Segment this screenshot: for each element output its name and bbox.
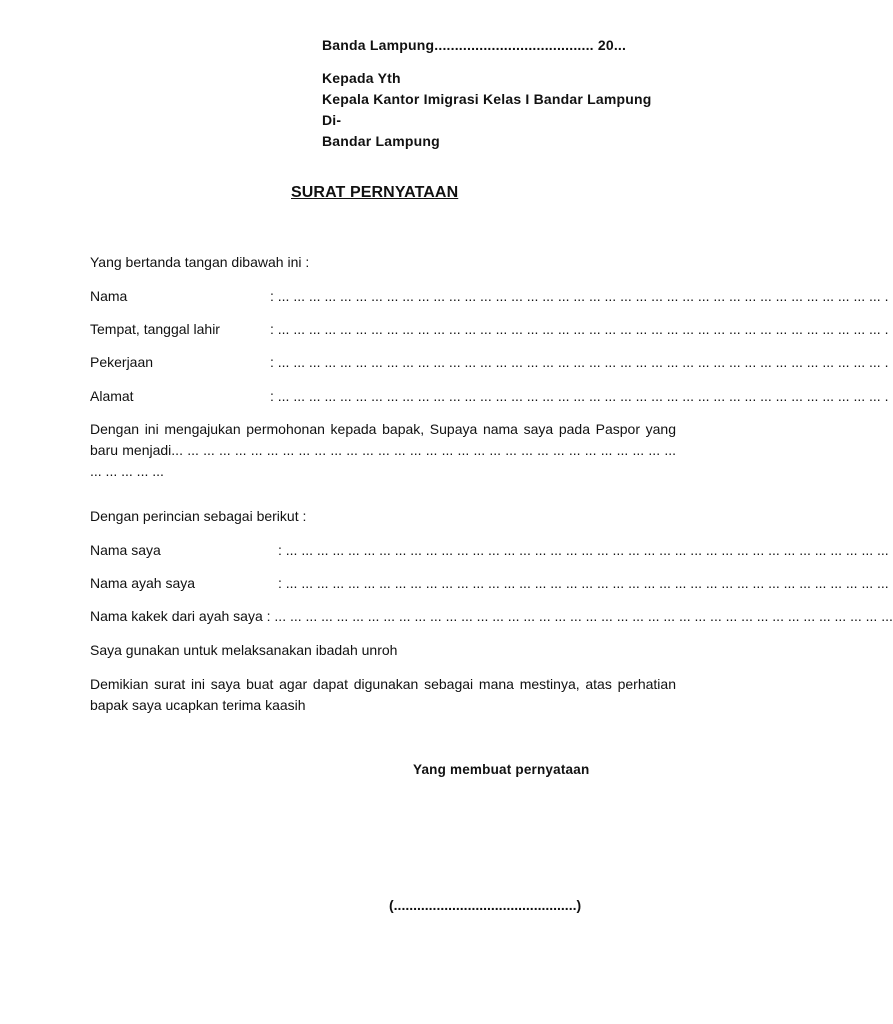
detail-line-nama-kakek: Nama kakek dari ayah saya : ... ... ... ... ... ... ... ... ... ... ... ... ... ... ... ... ... ... ... ... ... ... ... ... ... ... ... ... ... ... ... ... ... ... ... ... ... ... ... ... bbox=[90, 608, 893, 624]
field-value-pekerjaan: : ... ... ... ... ... ... ... ... ... ... ... ... ... ... ... ... ... ... ... ... ... ... ... ... ... ... ... ... ... ... ... ... ... ... ... ... ... ... ... . bbox=[270, 354, 889, 370]
signature-line: (...............................................) bbox=[389, 897, 582, 913]
recipient-title: Kepala Kantor Imigrasi Kelas I Bandar Lampung bbox=[322, 91, 652, 107]
closing-paragraph: Demikian surat ini saya buat agar dapat digunakan sebagai mana mestinya, atas perhatian bapak saya ucapkan terima kaasih bbox=[90, 676, 676, 713]
detail-value-nama-saya: : ... ... ... ... ... ... ... ... ... ... ... ... ... ... ... ... ... ... ... ... ... ... ... ... ... ... ... ... ... ... ... ... ... ... ... ... ... ... ... bbox=[278, 542, 889, 558]
field-label-tempat-tanggal-lahir: Tempat, tanggal lahir bbox=[90, 321, 220, 337]
recipient-city: Bandar Lampung bbox=[322, 133, 440, 149]
purpose-text: Saya gunakan untuk melaksanakan ibadah unroh bbox=[90, 642, 398, 658]
document-title: SURAT PERNYATAAN bbox=[291, 184, 459, 201]
detail-value-nama-ayah: : ... ... ... ... ... ... ... ... ... ... ... ... ... ... ... ... ... ... ... ... ... ... ... ... ... ... ... ... ... ... ... ... ... ... ... ... ... ... ... bbox=[278, 575, 889, 591]
detail-label-nama-saya: Nama saya bbox=[90, 542, 161, 558]
request-paragraph: Dengan ini mengajukan permohonan kepada bapak, Supaya nama saya pada Paspor yang baru menjadi... ... ... ... ... ... ... ... ... ... ... ... ... ... ... ... ... ... ... ... ... ... ... ... ... ... ... ... ... ... ... ... ... ... ... ... ... bbox=[90, 421, 676, 479]
detail-label-nama-ayah: Nama ayah saya bbox=[90, 575, 196, 591]
intro-text: Yang bertanda tangan dibawah ini : bbox=[90, 254, 310, 270]
field-value-tempat-tanggal-lahir: : ... ... ... ... ... ... ... ... ... ... ... ... ... ... ... ... ... ... ... ... ... ... ... ... ... ... ... ... ... ... ... ... ... ... ... ... ... ... ... . bbox=[270, 321, 889, 337]
field-value-alamat: : ... ... ... ... ... ... ... ... ... ... ... ... ... ... ... ... ... ... ... ... ... ... ... ... ... ... ... ... ... ... ... ... ... ... ... ... ... ... ... . bbox=[270, 388, 889, 404]
field-label-alamat: Alamat bbox=[90, 388, 134, 404]
field-label-pekerjaan: Pekerjaan bbox=[90, 354, 154, 370]
field-value-nama: : ... ... ... ... ... ... ... ... ... ... ... ... ... ... ... ... ... ... ... ... ... ... ... ... ... ... ... ... ... ... ... ... ... ... ... ... ... ... ... . bbox=[270, 288, 889, 304]
field-label-nama: Nama bbox=[90, 288, 128, 304]
signature-title: Yang membuat pernyataan bbox=[413, 762, 590, 777]
recipient-di: Di- bbox=[322, 112, 342, 128]
salutation-kepada: Kepada Yth bbox=[322, 70, 401, 86]
place-date-line: Banda Lampung....................................... 20... bbox=[322, 37, 627, 53]
detail-intro-text: Dengan perincian sebagai berikut : bbox=[90, 508, 307, 524]
